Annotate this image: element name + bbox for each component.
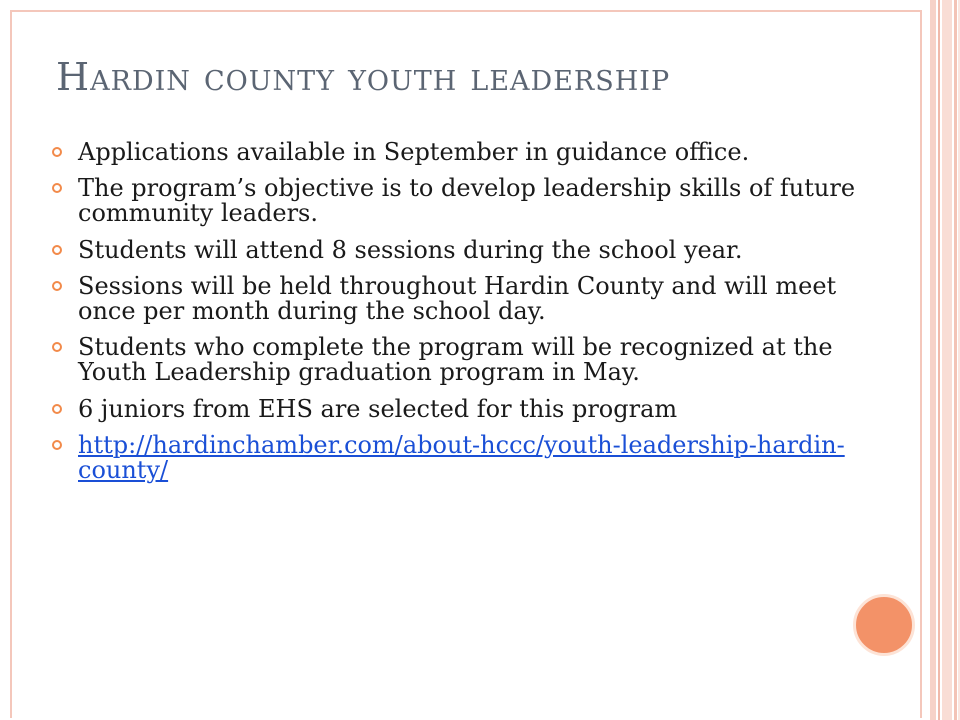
decorative-stripe	[938, 0, 940, 720]
bullet-text: 6 juniors from EHS are selected for this program	[78, 394, 678, 423]
bullet-text: Sessions will be held throughout Hardin County and will meet once per month during the school day.	[78, 271, 837, 325]
slide-title: Hardin county youth leadership	[56, 55, 671, 99]
bullet-item	[48, 271, 868, 325]
bullet-item	[48, 235, 868, 264]
bullet-text: The program’s objective is to develop leadership skills of future community leaders.	[78, 174, 856, 228]
bullet-circle-icon	[52, 183, 62, 193]
bullet-item	[48, 335, 868, 385]
bullet-text: Students who complete the program will be recognized at the Youth Leadership graduation program in May.	[78, 333, 833, 387]
bullet-circle-icon	[52, 245, 62, 255]
hardin-chamber-link[interactable]: http://hardinchamber.com/about-hccc/youth-leadership-hardin-county/	[78, 430, 845, 484]
bullet-circle-icon	[52, 281, 62, 291]
bullet-list	[48, 140, 868, 494]
decorative-stripe	[942, 0, 952, 720]
bullet-item	[48, 430, 868, 484]
decorative-stripe	[954, 0, 957, 720]
bullet-circle-icon	[52, 440, 62, 450]
bullet-text: Students will attend 8 sessions during the school year.	[78, 235, 743, 264]
bullet-circle-icon	[52, 342, 62, 352]
bullet-item	[48, 140, 868, 165]
decorative-stripe	[930, 0, 936, 720]
bullet-circle-icon	[52, 404, 62, 414]
bullet-circle-icon	[52, 147, 62, 157]
bullet-text: Applications available in September in guidance office.	[78, 138, 750, 166]
bullet-item	[48, 176, 868, 226]
bullet-item	[48, 394, 868, 423]
decorative-circle	[853, 594, 915, 656]
